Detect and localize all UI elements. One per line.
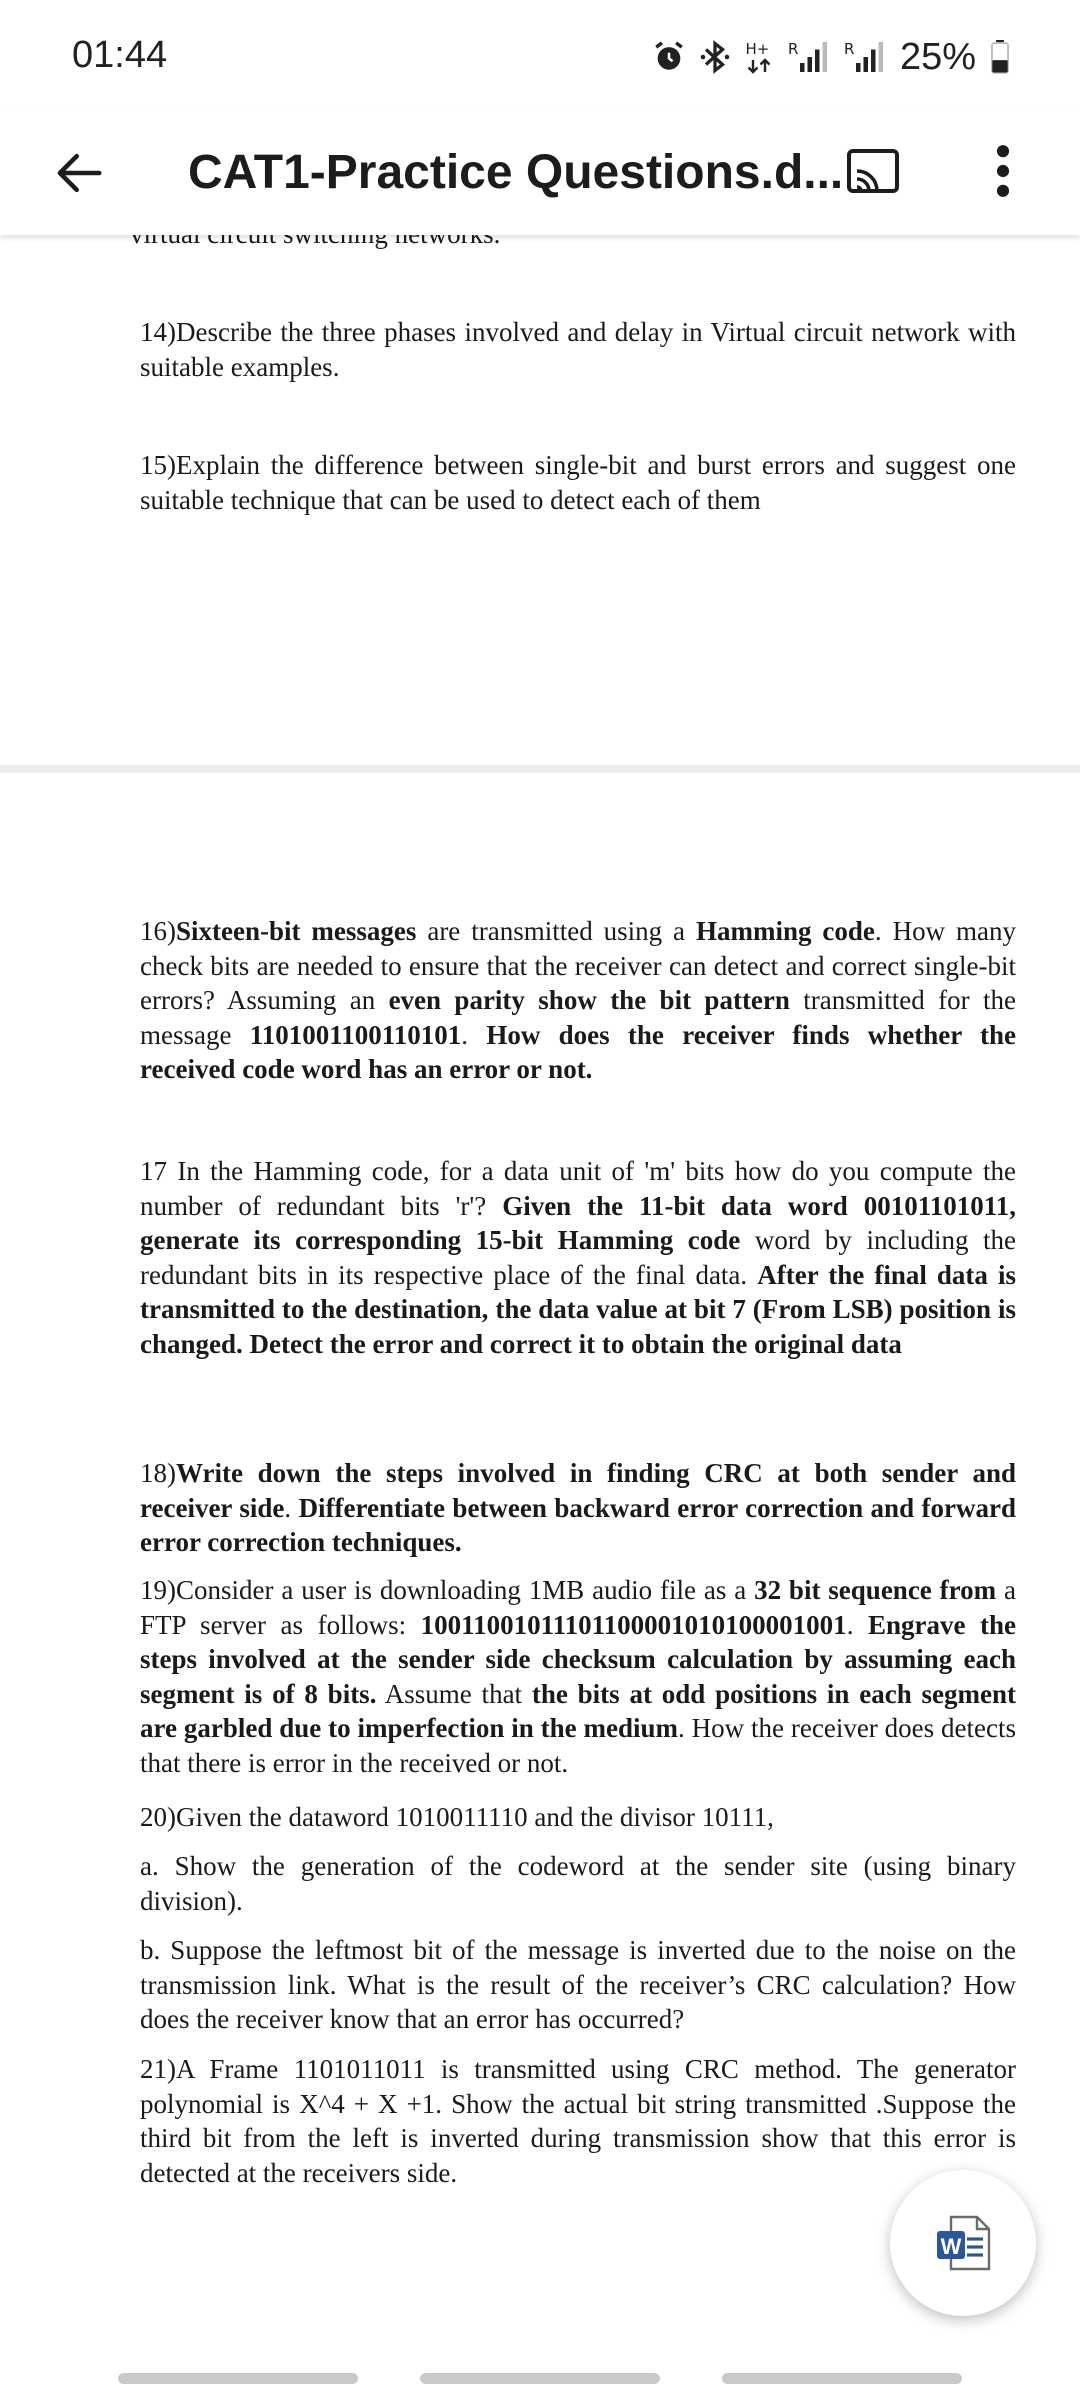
word-letter: W [940,2234,962,2259]
arrow-left-icon [52,146,106,200]
nav-recents-button[interactable] [118,2373,358,2384]
page-divider [0,765,1080,773]
more-vertical-icon [993,143,1013,199]
question-18: 18)Write down the steps involved in finding CRC at both sender and receiver side. Differentiate between backward error correction and forward error correction techniques. [140,1458,1016,1557]
status-time: 01:44 [72,34,168,76]
nav-back-button[interactable] [722,2373,962,2384]
open-in-word-button[interactable] [890,2170,1036,2316]
alarm-icon [652,40,686,74]
signal-sim2-icon [844,39,886,75]
signal-sim1-icon [788,39,830,75]
question-15: 15)Explain the difference between single-bit and burst errors and suggest one suitable technique that can be used to detect each of them [140,450,1016,515]
question-17: 17 In the Hamming code, for a data unit of 'm' bits how do you compute the number of redundant bits 'r'? Given the 11-bit data word 00101101011, generate its corresponding 15-bit Hamming code word by including the redundant bits in its respective place of the final data. After the final data is transmitted to the destination, the data value at bit 7 (From LSB) position is changed. Detect the error and correct it to obtain the original data [140,1156,1017,1359]
word-doc-icon [931,2211,995,2275]
nav-home-button[interactable] [420,2373,660,2384]
svg-text:R: R [787,40,799,58]
question-14: 14)Describe the three phases involved and delay in Virtual circuit network with suitable examples. [140,317,1016,382]
document-page-2 [0,773,1080,2400]
question-20a: a. Show the generation of the codeword at the sender site (using binary division). [140,1851,1016,1916]
cast-icon [845,147,901,195]
question-20b: b. Suppose the leftmost bit of the message is inverted due to the noise on the transmission link. What is the result of the receiver’s CRC calculation? How does the receiver know that an error has occurred? [140,1935,1016,2034]
svg-text:R: R [843,40,855,58]
cast-button[interactable] [838,136,908,206]
status-icons [652,32,1010,82]
svg-text:H+: H+ [745,40,770,58]
status-bar [0,0,1080,110]
back-button[interactable] [44,138,114,208]
data-hplus-icon [744,39,774,75]
document-page-1 [0,235,1080,765]
question-16: 16)Sixteen-bit messages are transmitted using a Hamming code. How many check bits are needed to ensure that the receiver can detect and correct single-bit errors? Assuming an even parity show the bit pattern transmitted for the message 1101001100110101. How does the receiver finds whether the received code word has an error or not. [140,916,1017,1084]
more-options-button[interactable] [968,136,1038,206]
question-19: 19)Consider a user is downloading 1MB audio file as a 32 bit sequence from a FTP server as follows: 10011001011101100001010100001001. Engrave the steps involved at the sender side checksum calculation by assuming each segment is of 8 bits. Assume that the bits at odd positions in each segment are garbled due to imperfection in the medium. How the receiver does detects that there is error in the received or not. [140,1575,1017,1778]
battery-icon [990,40,1010,74]
document-title: CAT1-Practice Questions.d... [188,146,844,199]
bluetooth-icon [700,39,730,75]
question-21: 21)A Frame 1101011011 is transmitted using CRC method. The generator polynomial is X^4 + X +1. Show the actual bit string transmitted .Suppose the third bit from the left is inverted during transmission show that this error is detected at the receivers side. [140,2054,1016,2188]
battery-percent: 25% [899,35,976,78]
app-bar [0,110,1080,235]
question-20: 20)Given the dataword 1010011110 and the divisor 10111, [140,1802,774,1832]
